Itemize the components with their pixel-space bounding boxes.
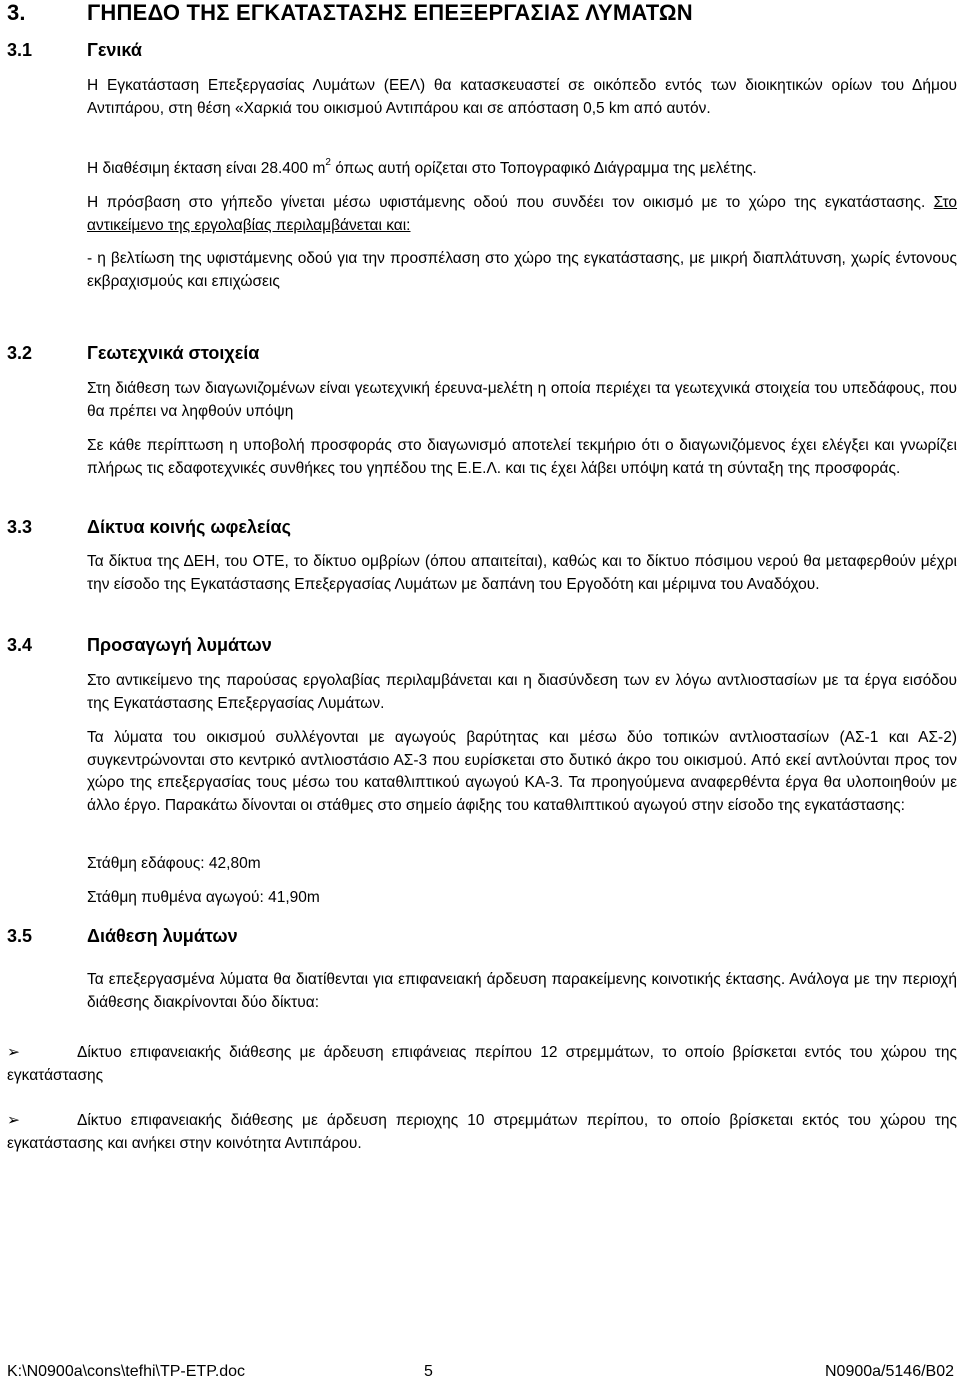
section-3-5-heading — [7, 924, 238, 948]
section-number: 3.4 — [7, 635, 33, 655]
bullet-item-2: ➢ Δίκτυο επιφανειακής διάθεσης με άρδευση περιοχης 10 στρεμμάτων περίπου, το οποίο βρίσκεται εκτός του χώρου της εγκατάστασης και ανήκει στην κοινότητα Αντιπάρου. — [7, 1110, 957, 1155]
superscript: 2 — [325, 157, 331, 168]
section-3-4-paragraph-2: Τα λύματα του οικισμού συλλέγονται με αγωγούς βαρύτητας και μέσω δύο τοπικών αντλιοστασίων (ΑΣ-1 και ΑΣ-2) συγκεντρώνονται στο κεντρικό αντλιοστάσιο ΑΣ-3 που ευρίσκεται στο δυτικό άκρο του οικισμού. Από εκεί αντλούνται προς τον χώρο της επεξεργασίας τους μέσω του καταθλιπτικού αγωγού ΚΑ-3. Τα προηγούμενα αναφερθέντα έργα θα υλοποιηθούν με άλλο έργο. Παρακάτω δίνονται οι στάθμες στο σημείο άφιξης του καταθλιπτικού αγωγού στην είσοδο της εγκατάστασης: — [87, 729, 957, 814]
section-title: Γεωτεχνικά στοιχεία — [87, 343, 260, 363]
arrow-bullet-icon: ➢ — [7, 1044, 20, 1061]
bullet-item-1: ➢ Δίκτυο επιφανειακής διάθεσης με άρδευση επιφάνειας περίπου 12 στρεμμάτων, το οποίο βρίσκεται εντός του χώρου της εγκατάστασης — [7, 1042, 957, 1087]
chapter-number: 3. — [7, 0, 26, 25]
section-number: 3.1 — [7, 40, 33, 60]
section-number: 3.2 — [7, 343, 33, 363]
section-3-1-paragraph-2: Η διαθέσιμη έκταση είναι 28.400 $m^2$ όπως αυτή ορίζεται στο Τοπογραφικό Διάγραμμα της μελέτης. — [87, 157, 757, 177]
section-title: Γενικά — [87, 40, 142, 60]
section-3-1-paragraph-4: - η βελτίωση της υφιστάμενης οδού για την προσπέλαση στο χώρο της εγκατάστασης, με μικρή διαπλάτυνση, χωρίς έντονους εκβραχισμούς και επιχώσεις — [87, 250, 957, 290]
section-3-2-paragraph-2: Σε κάθε περίπτωση η υποβολή προσφοράς στο διαγωνισμό αποτελεί τεκμήριο ότι ο διαγωνιζόμενος έχει ελέγξει και γνωρίζει πλήρως τις εδαφοτεχνικές συνθήκες του γηπέδου της Ε.Ε.Λ. και τις έχει λάβει υπόψη κατά τη σύνταξη της προσφοράς. — [87, 437, 957, 477]
level-pipe-bottom: Στάθμη πυθμένα αγωγού: 41,90m — [87, 889, 320, 906]
footer-page-number: 5 — [424, 1363, 433, 1380]
section-3-1-heading — [7, 38, 142, 62]
section-3-2-heading — [7, 341, 259, 365]
level-ground: Στάθμη εδάφους: 42,80m — [87, 855, 261, 872]
underlined-text: Στο αντικείμενο της εργολαβίας περιλαμβάνεται και: — [87, 194, 957, 234]
section-title: Δίκτυα κοινής ωφελείας — [87, 517, 291, 537]
section-3-3-heading — [7, 515, 291, 539]
footer-file-path: K:\N0900a\cons\tefhi\TP-ETP.doc — [7, 1363, 246, 1380]
section-3-1-paragraph-3: Η πρόσβαση στο γήπεδο γίνεται μέσω υφιστάμενης οδού που συνδέει τον οικισμό με το χώρο της εγκατάστασης. Στο αντικείμενο της εργολαβίας περιλαμβάνεται και: — [87, 194, 957, 234]
arrow-bullet-icon: ➢ — [7, 1112, 20, 1129]
footer-document-code: N0900a/5146/B02 — [825, 1363, 954, 1380]
section-number: 3.3 — [7, 517, 33, 537]
section-title: Διάθεση λυμάτων — [87, 926, 238, 946]
section-3-2-paragraph-1: Στη διάθεση των διαγωνιζομένων είναι γεωτεχνική έρευνα-μελέτη η οποία περιέχει τα γεωτεχνικά στοιχεία του υπεδάφους, που θα πρέπει να ληφθούν υπόψη — [87, 380, 957, 420]
section-3-3-paragraph-1: Τα δίκτυα της ΔΕΗ, του ΟΤΕ, το δίκτυο ομβρίων (όπου απαιτείται), καθώς και το δίκτυο πόσιμου νερού θα μεταφερθούν μέχρι την είσοδο της Εγκατάστασης Επεξεργασίας Λυμάτων με δαπάνη του Εργοδότη και μέριμνα του Αναδόχου. — [87, 553, 957, 593]
section-3-5-paragraph-1: Τα επεξεργασμένα λύματα θα διατίθενται για επιφανειακή άρδευση παρακείμενης κοινοτικής έκτασης. Ανάλογα με την περιοχή διάθεσης διακρίνονται δύο δίκτυα: — [87, 971, 957, 1011]
chapter-heading — [7, 0, 693, 26]
section-title: Προσαγωγή λυμάτων — [87, 635, 272, 655]
section-number: 3.5 — [7, 926, 33, 946]
chapter-title: ΓΗΠΕΔΟ ΤΗΣ ΕΓΚΑΤΑΣΤΑΣΗΣ ΕΠΕΞΕΡΓΑΣΙΑΣ ΛΥΜΑΤΩΝ — [87, 0, 693, 25]
section-3-1-paragraph-1: Η Εγκατάσταση Επεξεργασίας Λυμάτων (ΕΕΛ) θα κατασκευαστεί σε οικόπεδο εντός των διοικητικών ορίων του Δήμου Αντιπάρου, στη θέση «Χαρκιά του οικισμού Αντιπάρου και σε απόσταση 0,5 km από αυτόν. — [87, 77, 957, 117]
section-3-4-paragraph-1: Στο αντικείμενο της παρούσας εργολαβίας περιλαμβάνεται και η διασύνδεση των εν λόγω αντλιοστασίων με τα έργα εισόδου της Εγκατάστασης Επεξεργασίας Λυμάτων. — [87, 672, 957, 712]
section-3-4-heading — [7, 633, 272, 657]
